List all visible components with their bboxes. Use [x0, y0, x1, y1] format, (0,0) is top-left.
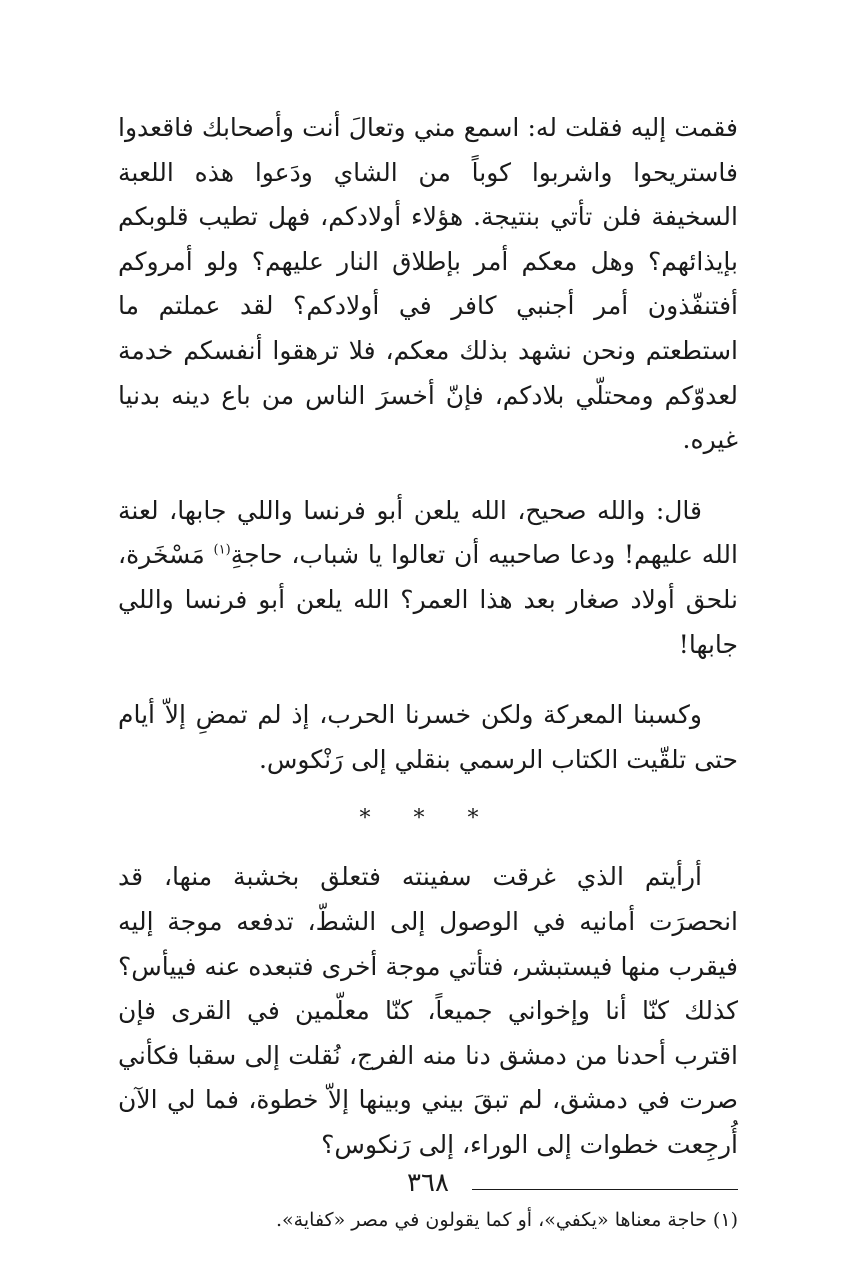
paragraph-3: وكسبنا المعركة ولكن خسرنا الحرب، إذ لم تمضِ إلاّ أيام حتى تلقّيت الكتاب الرسمي بنقلي إلى رَنْكوس.: [118, 700, 738, 774]
footnote: (١) حاجة معناها «يكفي»، أو كما يقولون في مصر «كفاية».: [276, 1209, 738, 1232]
paragraph-4: أرأيتم الذي غرقت سفينته فتعلق بخشبة منها، قد انحصرَت أمانيه في الوصول إلى الشطّ، تدفعه موجة إليه فيقرب منها فيستبشر، فتأتي موجة أخرى فتبعده عنه فييأس؟ كذلك كنّا أنا وإخواني جميعاً، كنّا معلّمين في القرى فإن اقترب أحدنا من دمشق دنا منه الفرج، نُقلت إلى سقبا فكأني صرت في دمشق، لم تبقَ بيني وبينها إلاّ خطوة، فما لي الآن أُرجِعت خطوات إلى الوراء، إلى رَنكوس؟: [118, 862, 738, 1159]
page-body: [118, 106, 738, 1236]
paragraph-2-part-b: مَسْخَرة، نلحق أولاد صغار بعد هذا العمر؟ الله يلعن أبو فرنسا واللي جابها!: [118, 540, 738, 659]
section-separator: * * *: [359, 806, 497, 832]
paragraph-1: فقمت إليه فقلت له: اسمع مني وتعالَ أنت وأصحابك فاقعدوا فاستريحوا واشربوا كوباً من الشاي ودَعوا هذه اللعبة السخيفة فلن تأتي بنتيجة. هؤلاء أولادكم، فهل تطيب قلوبكم بإيذائهم؟ وهل معكم أمر بإطلاق النار عليهم؟ ولو أمروكم أفتنفّذون أمر أجنبي كافر في أولادكم؟ لقد عملتم ما استطعتم ونحن نشهد بذلك معكم، فلا ترهقوا أنفسكم خدمة لعدوّكم ومحتلّي بلادكم، فإنّ أخسرَ الناس من باع دينه بدنيا غيره.: [118, 113, 738, 455]
page-number: ٣٦٨: [407, 1168, 449, 1198]
paragraph-2-part-a: قال: والله صحيح، الله يلعن أبو فرنسا واللي جابها، لعنة الله عليهم! ودعا صاحبيه أن تعالوا يا شباب، حاجةِ: [118, 495, 738, 570]
paragraph-2: [118, 489, 738, 667]
footnote-reference[interactable]: (١): [213, 543, 231, 559]
